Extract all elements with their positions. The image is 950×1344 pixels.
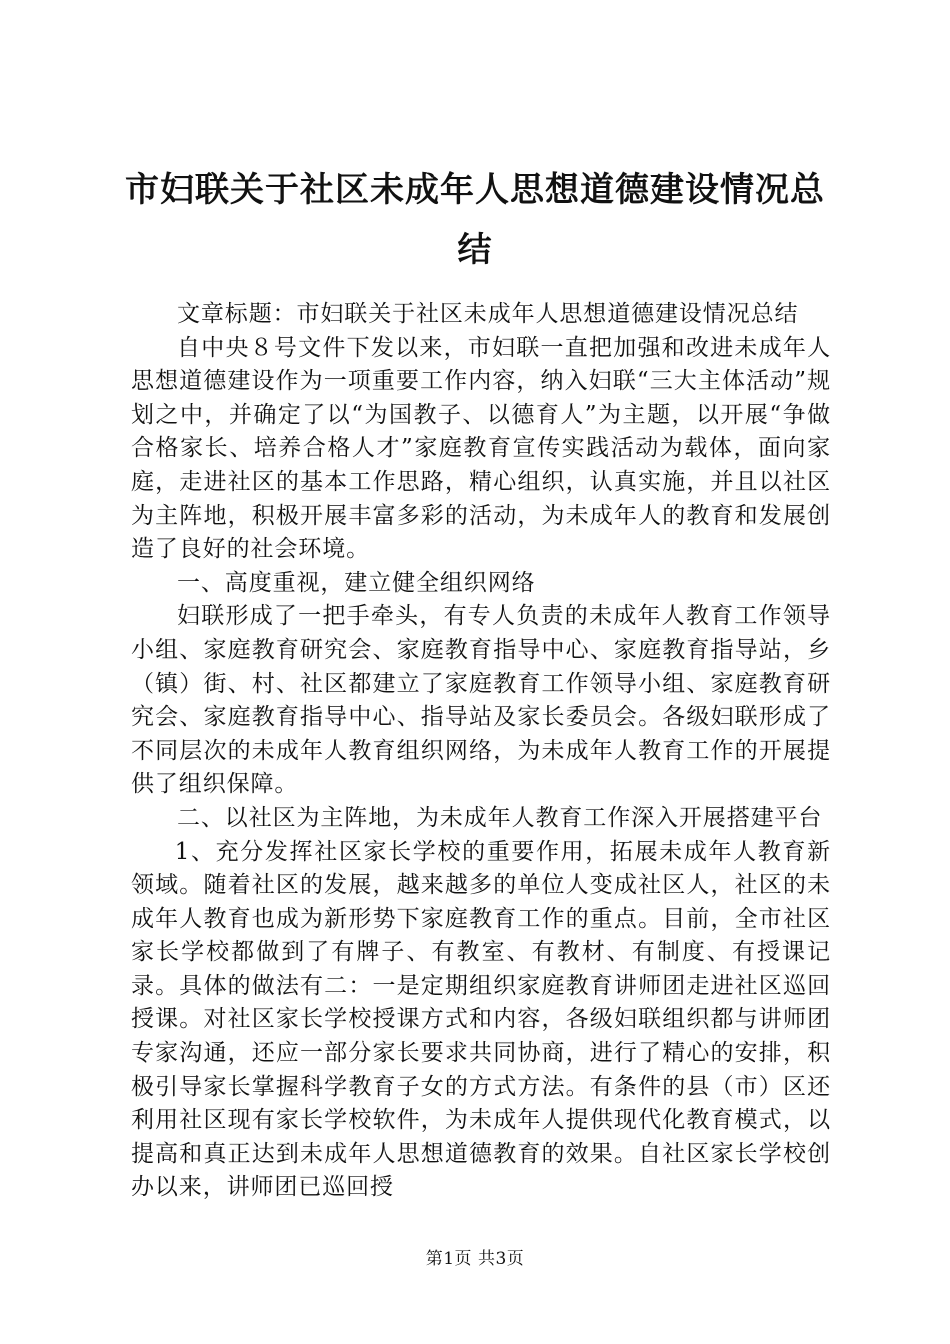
page-number: 第1页 共3页 <box>425 1249 525 1269</box>
intro-paragraph: 自中央８号文件下发以来，市妇联一直把加强和改进未成年人思想道德建设作为一项重要工作内容，纳入妇联“三大主体活动”规划之中，并确定了以“为国教子、以德育人”为主题，以开展“争做合格家长、培养合格人才”家庭教育宣传实践活动为载体，面向家庭，走进社区的基本工作思路，精心组织，认真实施，并且以社区为主阵地，积极开展丰富多彩的活动，为未成年人的教育和发展创造了良好的社会环境。 <box>131 334 831 563</box>
document-body <box>131 298 831 1205</box>
article-title-line: 文章标题：市妇联关于社区未成年人思想道德建设情况总结 <box>177 301 799 327</box>
section-2-item-1: 1、充分发挥社区家长学校的重要作用，拓展未成年人教育新领域。随着社区的发展，越来越多的单位人变成社区人，社区的未成年人教育也成为新形势下家庭教育工作的重点。目前，全市社区家长学校都做到了有牌子、有教室、有教材、有制度、有授课记录。具体的做法有二：一是定期组织家庭教育讲师团走进社区巡回授课。对社区家长学校授课方式和内容，各级妇联组织都与讲师团专家沟通，还应一部分家长要求共同协商，进行了精心的安排，积极引导家长掌握科学教育子女的方式方法。有条件的县（市）区还利用社区现有家长学校软件，为未成年人提供现代化教育模式，以提高和真正达到未成年人思想道德教育的效果。自社区家长学校创办以来，讲师团已巡回授 <box>131 838 831 1201</box>
section-heading-1: 一、高度重视，建立健全组织网络 <box>177 569 536 596</box>
document-title: 市妇联关于社区未成年人思想道德建设情况总结 <box>125 170 825 270</box>
section-heading-2: 二、以社区为主阵地，为未成年人教育工作深入开展搭建平台 <box>177 804 823 831</box>
section-1-paragraph: 妇联形成了一把手牵头，有专人负责的未成年人教育工作领导小组、家庭教育研究会、家庭教育指导中心、家庭教育指导站，乡（镇）街、村、社区都建立了家庭教育工作领导小组、家庭教育研究会、家庭教育指导中心、指导站及家长委员会。各级妇联形成了不同层次的未成年人教育组织网络，为未成年人教育工作的开展提供了组织保障。 <box>131 603 831 798</box>
